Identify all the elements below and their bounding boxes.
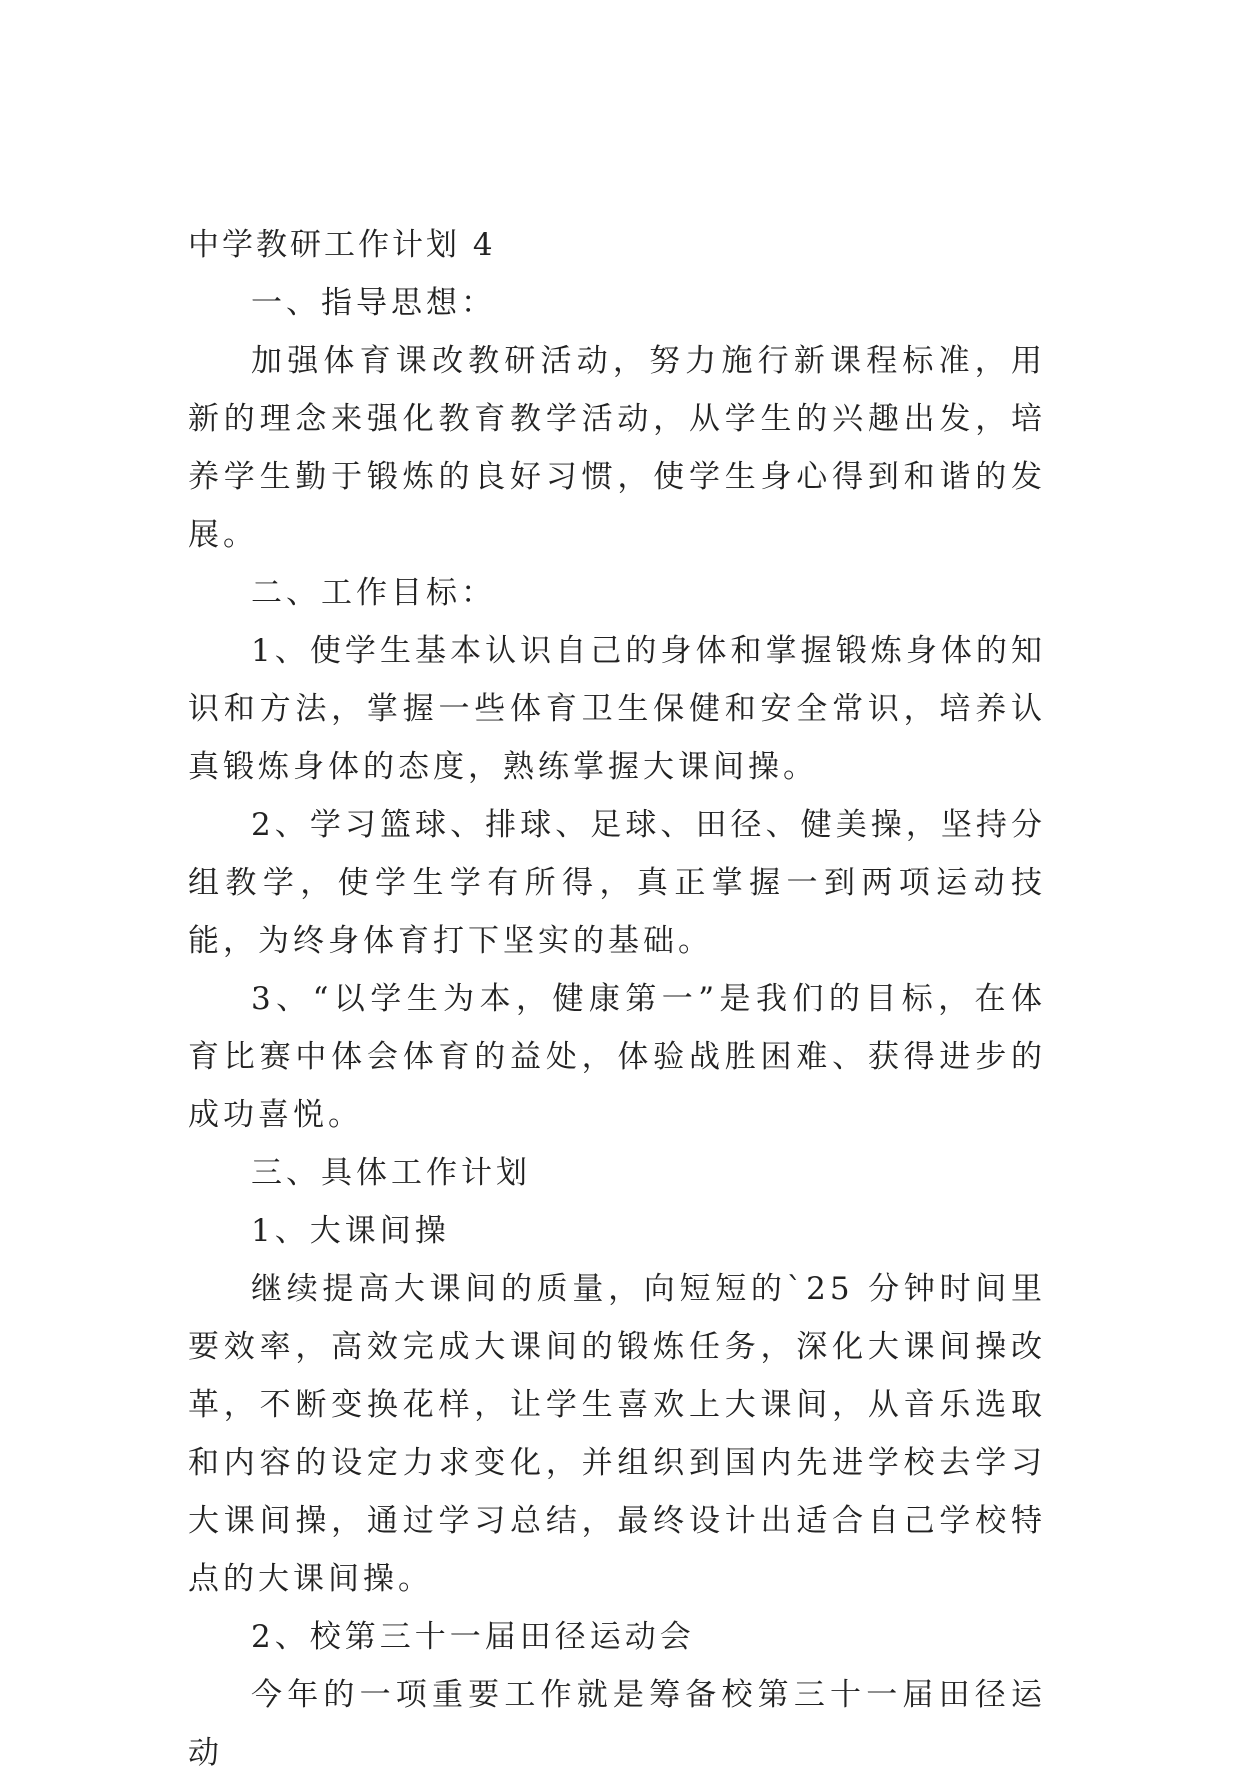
document-page — [188, 216, 1046, 1782]
paragraph-track-and-field-meet: 今年的一项重要工作就是筹备校第三十一届田径运动 — [188, 1677, 1046, 1771]
subheading-big-break-exercise: 1、大课间操 — [251, 1213, 450, 1249]
section-heading-guiding-ideology: 一、指导思想： — [251, 285, 496, 321]
paragraph-goal-1: 1、使学生基本认识自己的身体和掌握锻炼身体的知识和方法，掌握一些体育卫生保健和安全常识，培养认真锻炼身体的态度，熟练掌握大课间操。 — [188, 633, 1046, 785]
section-heading-work-goals: 二、工作目标： — [251, 575, 496, 611]
paragraph-goal-3: 3、“以学生为本，健康第一”是我们的目标，在体育比赛中体会体育的益处，体验战胜困难、获得进步的成功喜悦。 — [188, 981, 1046, 1133]
paragraph-guiding-ideology: 加强体育课改教研活动，努力施行新课程标准，用新的理念来强化教育教学活动，从学生的兴趣出发，培养学生勤于锻炼的良好习惯，使学生身心得到和谐的发展。 — [188, 343, 1046, 553]
paragraph-big-break-exercise: 继续提高大课间的质量，向短短的`25 分钟时间里要效率，高效完成大课间的锻炼任务，深化大课间操改革，不断变换花样，让学生喜欢上大课间，从音乐选取和内容的设定力求变化，并组织到国内先进学校去学习大课间操，通过学习总结，最终设计出适合自己学校特点的大课间操。 — [188, 1271, 1046, 1597]
subheading-track-and-field-meet: 2、校第三十一届田径运动会 — [251, 1619, 695, 1655]
paragraph-goal-2: 2、学习篮球、排球、足球、田径、健美操，坚持分组教学，使学生学有所得，真正掌握一到两项运动技能，为终身体育打下坚实的基础。 — [188, 807, 1046, 959]
section-heading-work-plan: 三、具体工作计划 — [251, 1155, 531, 1191]
document-title: 中学教研工作计划 4 — [188, 227, 496, 263]
